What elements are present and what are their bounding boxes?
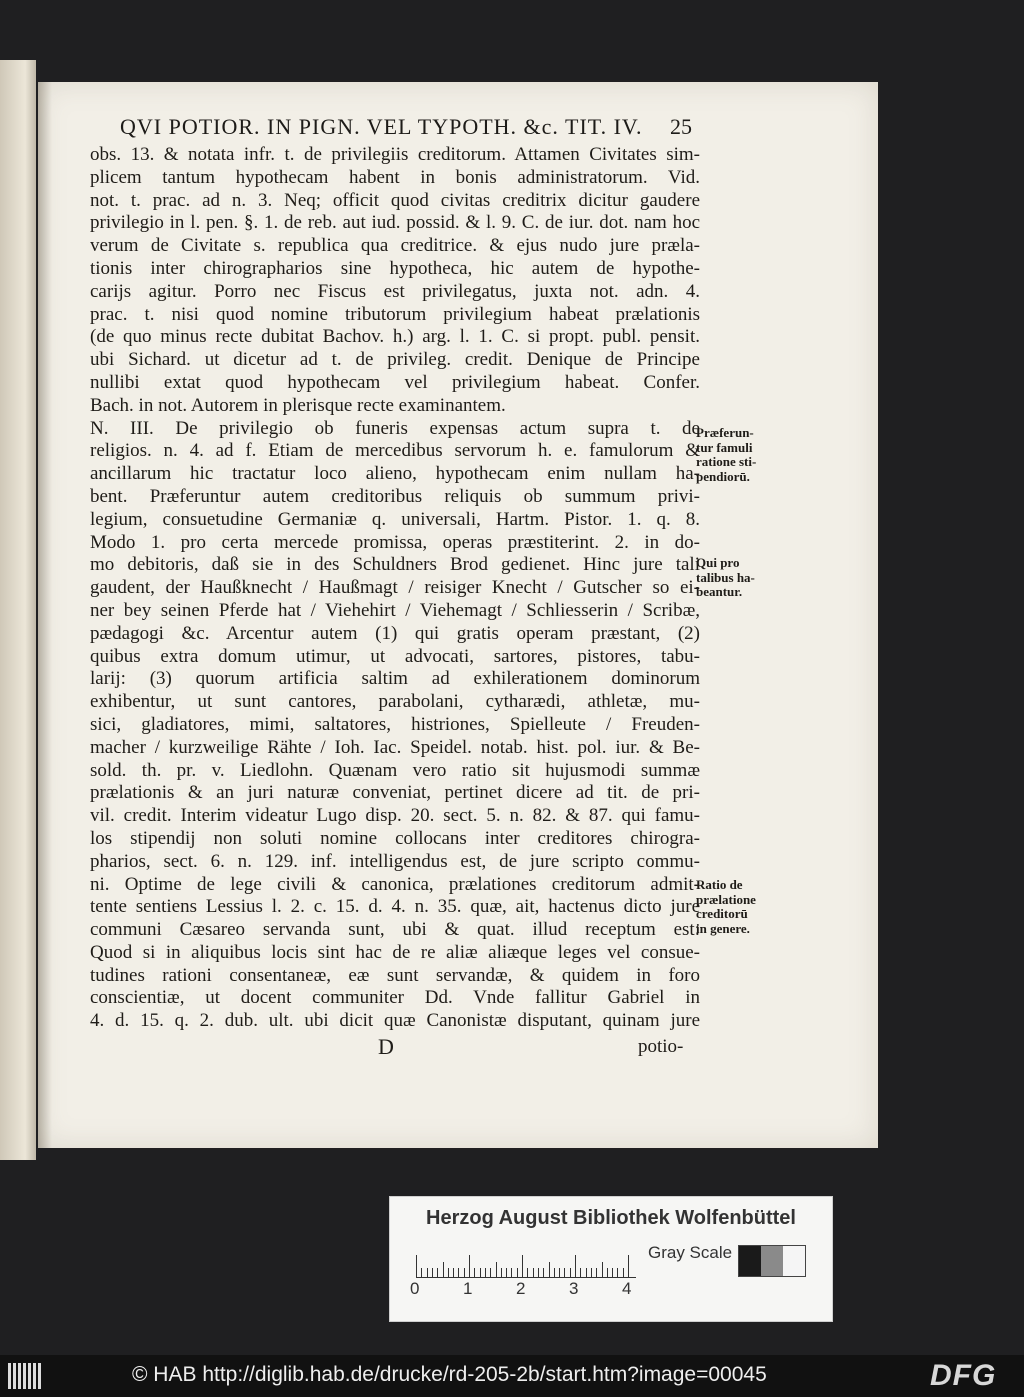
text-line: bent. Præferuntur autem creditoribus reliquis ob summum privi- (90, 485, 700, 507)
ruler-tick (469, 1255, 470, 1277)
text-line: obs. 13. & notata infr. t. de privilegiis creditorum. Attamen Civitates sim- (90, 144, 700, 165)
ruler-tick (485, 1268, 486, 1277)
ruler-tick (432, 1268, 433, 1277)
ruler-tick (522, 1255, 523, 1277)
previous-page-edge (0, 60, 36, 1160)
ruler-tick (623, 1268, 624, 1277)
ruler-tick (527, 1268, 528, 1277)
barcode-icon (8, 1363, 42, 1389)
text-line: sold. th. pr. v. Liedlohn. Quænam vero ratio sit hujusmodi summæ (90, 759, 700, 781)
text-line: carijs agitur. Porro nec Fiscus est privilegatus, juxta not. adn. 4. (90, 280, 700, 302)
ruler-number: 4 (622, 1279, 632, 1298)
text-line: pharios, sect. 6. n. 129. inf. intelligendus est, de jure scripto commu- (90, 850, 700, 872)
ruler-number: 2 (516, 1279, 526, 1298)
ruler-number: 0 (410, 1279, 420, 1298)
ruler-tick (490, 1268, 491, 1277)
ruler-tick (554, 1268, 555, 1277)
text-line: ancillarum hic tractatur loco alieno, hypothecam enim nullam ha- (90, 463, 700, 485)
ruler-tick (586, 1268, 587, 1277)
text-line: tudines rationi consentaneæ, eæ sunt servandæ, & quidem in foro (90, 964, 700, 986)
text-line: verum de Civitate s. republica qua creditrice. & ejus nudo jure præla- (90, 235, 700, 257)
margin-note-line: Qui pro (696, 555, 740, 570)
copyright-url[interactable]: © HAB http://diglib.hab.de/drucke/rd-205-2b/start.htm?image=00045 (132, 1363, 767, 1386)
text-line: nullibi extat quod hypothecam vel privilegium habeat. Confer. (90, 371, 700, 393)
text-line: N. III. De privilegio ob funeris expensas actum supra t. de (90, 417, 700, 439)
text-line: communi Cæsareo servanda sunt, ubi & quat. illud receptum est: (90, 919, 700, 941)
margin-note-line: Ratio de (696, 877, 743, 892)
ruler-tick (464, 1268, 465, 1277)
ruler-tick (474, 1268, 475, 1277)
margin-note-line: pendiorū. (696, 468, 750, 484)
ruler-tick (453, 1268, 454, 1277)
ruler-number: 3 (569, 1279, 579, 1298)
margin-note (696, 878, 816, 936)
ruler-tick (580, 1268, 581, 1277)
ruler-tick (437, 1268, 438, 1277)
ruler-tick (570, 1268, 571, 1277)
ruler-tick (533, 1268, 534, 1277)
text-line: prælationis & an juri naturæ conveniat, pertinet dicere ad tit. de pri- (90, 782, 700, 804)
margin-note-line: talibus ha- (696, 569, 755, 585)
page-number: 25 (670, 114, 692, 139)
ruler-tick (591, 1268, 592, 1277)
ruler-tick (517, 1268, 518, 1277)
gray-swatch (739, 1246, 761, 1276)
ruler-tick (448, 1268, 449, 1277)
gray-swatches (738, 1245, 806, 1277)
ruler-tick (559, 1268, 560, 1277)
ruler-tick (575, 1255, 576, 1277)
ruler-tick (617, 1268, 618, 1277)
text-line: conscientiæ, ut docent communiter Dd. Vnde fallitur Gabriel in (90, 987, 700, 1009)
text-line: ubi Sichard. ut dicetur ad t. de privileg. credit. Denique de Principe (90, 349, 700, 371)
text-line: Modo 1. pro certa mercede promissa, operas præstiterint. 2. in do- (90, 531, 700, 553)
ruler-tick (427, 1268, 428, 1277)
text-line: Quod si in aliquibus locis sint hac de re aliæ aliæque leges vel consue- (90, 941, 700, 963)
gray-scale-label: Gray Scale (648, 1243, 733, 1262)
margin-note-line: ratione sti- (696, 454, 757, 469)
ruler-tick (501, 1268, 502, 1277)
ruler-tick (480, 1268, 481, 1277)
text-line: tionis inter chirographarios sine hypotheca, hic autem de hypothe- (90, 257, 700, 279)
margin-note-line: in genere. (696, 920, 750, 936)
ruler-tick (511, 1268, 512, 1277)
ruler-tick (458, 1268, 459, 1277)
text-line: religios. n. 4. ad f. Etiam de mercedibus servorum h. e. famulorum & (90, 440, 700, 462)
text-line: ner bey seinen Pferde hat / Viehehirt / Viehemagt / Schliesserin / Scribæ, (90, 599, 700, 621)
margin-note-line: tur famuli (696, 439, 753, 455)
text-line: macher / kurzweilige Rähte / Ioh. Iac. Speidel. notab. hist. pol. iur. & Be- (90, 736, 700, 758)
gray-scale-card (389, 1196, 833, 1322)
text-line: legium, consuetudine Germaniæ q. universali, Hartm. Pistor. 1. q. 8. (90, 508, 700, 530)
dfg-logo: DFG (930, 1359, 997, 1392)
margin-note-line: prælatione (696, 891, 756, 907)
text-line: quibus extra domum utimur, ut advocati, sartores, pistores, tabu- (90, 645, 700, 667)
signature-mark: D (378, 1034, 394, 1059)
ruler-tick (421, 1268, 422, 1277)
catchword: potio- (638, 1036, 684, 1057)
text-line: pædagogi &c. Arcentur autem (1) qui gratis operam præstant, (2) (90, 622, 700, 644)
ruler-tick (416, 1255, 417, 1277)
text-line: privilegio in l. pen. §. 1. de reb. aut iud. possid. & l. 9. C. de iur. dot. nam hoc (90, 212, 700, 234)
text-line: vil. credit. Interim videatur Lugo disp. 20. sect. 5. n. 82. & 87. qui famu- (90, 805, 700, 827)
ruler-tick (596, 1268, 597, 1277)
text-line: 4. d. 15. q. 2. dub. ult. ubi dicit quæ Canonistæ disputant, quinam jure (90, 1010, 700, 1032)
gray-swatch (761, 1246, 783, 1276)
text-line: sici, gladiatores, mimi, saltatores, histriones, Spielleute / Freuden- (90, 713, 700, 735)
ruler-tick (612, 1268, 613, 1277)
text-line: exhibentur, ut sunt cantores, parabolani, cytharædi, athletæ, mu- (90, 691, 700, 713)
text-line: plicem tantum hypothecam habent in bonis administratorum. Vid. (90, 166, 700, 188)
ruler-tick (443, 1262, 444, 1277)
text-line: gaudent, der Haußknecht / Haußmagt / reisiger Knecht / Gutscher so ei- (90, 577, 700, 599)
ruler-tick (607, 1268, 608, 1277)
running-head: QVI POTIOR. IN PIGN. VEL TYPOTH. &c. TIT. IV. (120, 114, 643, 139)
text-line: mo debitoris, daß sie in des Schuldners Brod gedienet. Hinc jure tali (90, 554, 700, 576)
gray-swatch (783, 1246, 805, 1276)
text-line: tente sentiens Lessius l. 2. c. 15. d. 4. n. 35. quæ, ait, hactenus dicto jure (90, 896, 700, 918)
text-line: prac. t. nisi quod nomine tributorum privilegium habeat prælationis (90, 303, 700, 325)
margin-note-line: Præferun- (696, 425, 754, 440)
ruler-tick (538, 1268, 539, 1277)
ruler-tick (506, 1268, 507, 1277)
book-page (38, 82, 878, 1148)
library-name: Herzog August Bibliothek Wolfenbüttel (426, 1207, 796, 1229)
ruler-tick (628, 1255, 629, 1277)
ruler-tick (543, 1268, 544, 1277)
ruler-numbers (410, 1279, 650, 1301)
text-line: los stipendij non soluti nomine collocans inter creditores chirogra- (90, 827, 700, 849)
ruler (416, 1255, 636, 1278)
margin-note-line: creditorū (696, 906, 748, 921)
ruler-tick (602, 1262, 603, 1277)
footer-bar (0, 1355, 1024, 1397)
ruler-tick (549, 1262, 550, 1277)
ruler-number: 1 (463, 1279, 473, 1298)
body-text (90, 144, 700, 1033)
margin-note-line: beantur. (696, 584, 743, 599)
margin-note (696, 426, 816, 484)
text-line: Bach. in not. Autorem in plerisque recte examinantem. (90, 394, 506, 416)
ruler-tick (496, 1262, 497, 1277)
text-line: larij: (3) quorum artificia saltim ad exhilerationem dominorum (90, 668, 700, 690)
text-line: ni. Optime de lege civili & canonica, prælationes creditorum admit- (90, 873, 700, 895)
ruler-tick (564, 1268, 565, 1277)
margin-note (696, 556, 816, 600)
text-line: (de quo minus recte dubitat Bachov. h.) arg. l. 1. C. si propt. publ. pensit. (90, 326, 700, 348)
text-line: not. t. prac. ad n. 3. Neq; officit quod civitas creditrix dicitur gaudere (90, 189, 700, 211)
